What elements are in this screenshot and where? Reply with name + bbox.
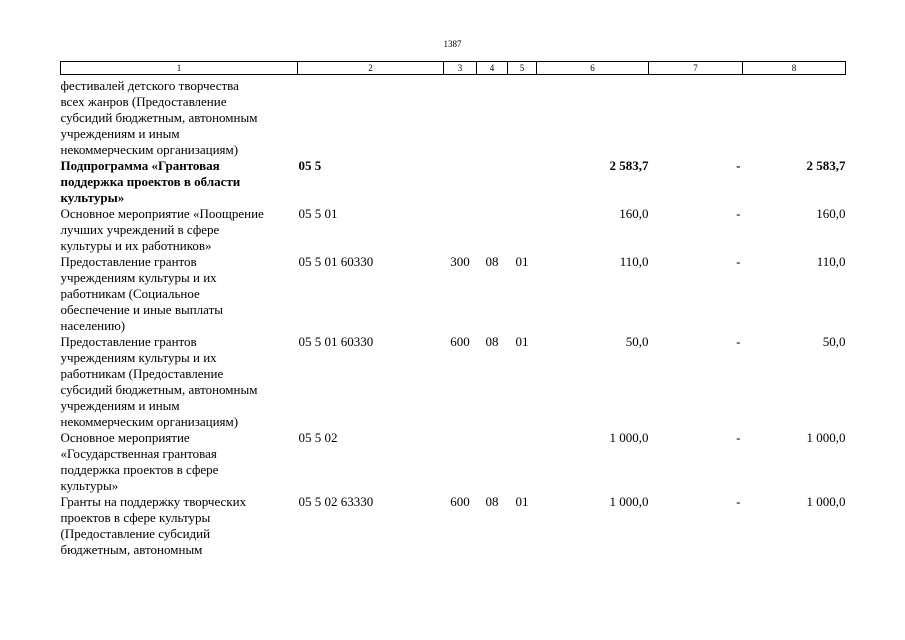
column-header-1: 1 [61, 62, 298, 75]
row-sum-3: 1 000,0 [806, 494, 846, 509]
row-sum-3: 2 583,7 [806, 158, 846, 173]
row-rz: 08 [485, 254, 499, 269]
row-code: 05 5 [298, 158, 322, 173]
row-vr [444, 158, 477, 206]
row-code [298, 75, 444, 159]
column-header-4: 4 [477, 62, 508, 75]
row-vr [444, 75, 477, 159]
table-header [61, 62, 846, 75]
row-sum-1: 1 000,0 [609, 494, 649, 509]
row-sum-3: 110,0 [816, 254, 846, 269]
row-sum-3: 50,0 [822, 334, 846, 349]
row-sum-3 [743, 75, 846, 159]
table-row [61, 75, 846, 159]
row-vr: 300 [450, 254, 470, 269]
row-rz [477, 430, 508, 494]
header-row [61, 62, 846, 75]
row-vr: 600 [450, 494, 470, 509]
row-code: 05 5 02 63330 [298, 494, 374, 509]
row-sum-1: 1 000,0 [609, 430, 649, 445]
row-sum-1 [537, 75, 649, 159]
row-name: Предоставление грантов учреждениям культуры и их работникам (Предоставление субсидий бюджетным, автономным учреждениям и иным некоммерческим организациям) [60, 334, 258, 429]
row-name: фестивалей детского творчества всех жанров (Предоставление субсидий бюджетным, автономным учреждениям и иным некоммерческим организациям) [60, 78, 258, 157]
row-name: Основное мероприятие «Государственная грантовая поддержка проектов в сфере культуры» [60, 430, 219, 493]
column-header-5: 5 [508, 62, 537, 75]
column-header-3: 3 [444, 62, 477, 75]
row-pr: 01 [515, 254, 529, 269]
row-code: 05 5 01 60330 [298, 254, 374, 269]
row-name: Подпрограмма «Грантовая поддержка проектов в области культуры» [60, 158, 241, 205]
row-pr [508, 75, 537, 159]
budget-table [60, 61, 846, 558]
row-code: 05 5 02 [298, 430, 338, 445]
row-sum-1: 110,0 [619, 254, 649, 269]
row-rz [477, 75, 508, 159]
row-sum-2: - [736, 254, 741, 269]
table-body [61, 75, 846, 559]
row-name: Предоставление грантов учреждениям культуры и их работникам (Социальное обеспечение и иные выплаты населению) [60, 254, 223, 333]
row-pr [508, 206, 537, 254]
row-rz [477, 206, 508, 254]
row-sum-2: - [736, 334, 741, 349]
row-name: Гранты на поддержку творческих проектов в сфере культуры (Предоставление субсидий бюджетным, автономным [60, 494, 247, 557]
column-header-8: 8 [743, 62, 846, 75]
row-vr [444, 430, 477, 494]
table-row [61, 494, 846, 558]
row-sum-1: 160,0 [619, 206, 649, 221]
column-header-6: 6 [537, 62, 649, 75]
page-number: 1387 [443, 39, 462, 49]
column-header-7: 7 [649, 62, 743, 75]
table-row [61, 334, 846, 430]
row-pr [508, 430, 537, 494]
row-vr: 600 [450, 334, 470, 349]
row-sum-2: - [736, 158, 741, 173]
row-sum-1: 2 583,7 [609, 158, 649, 173]
row-sum-2: - [736, 430, 741, 445]
row-rz: 08 [485, 494, 499, 509]
row-name: Основное мероприятие «Поощрение лучших учреждений в сфере культуры и их работников» [60, 206, 264, 253]
row-sum-3: 1 000,0 [806, 430, 846, 445]
row-vr [444, 206, 477, 254]
row-code: 05 5 01 [298, 206, 338, 221]
row-rz [477, 158, 508, 206]
table-row [61, 254, 846, 334]
row-pr [508, 158, 537, 206]
row-rz: 08 [485, 334, 499, 349]
row-pr: 01 [515, 494, 529, 509]
row-sum-1: 50,0 [625, 334, 649, 349]
table-row [61, 158, 846, 206]
table-row [61, 206, 846, 254]
row-pr: 01 [515, 334, 529, 349]
row-code: 05 5 01 60330 [298, 334, 374, 349]
column-header-2: 2 [298, 62, 444, 75]
row-sum-3: 160,0 [816, 206, 846, 221]
row-sum-2: - [736, 206, 741, 221]
table-row [61, 430, 846, 494]
row-sum-2: - [736, 494, 741, 509]
row-sum-2 [649, 75, 743, 159]
